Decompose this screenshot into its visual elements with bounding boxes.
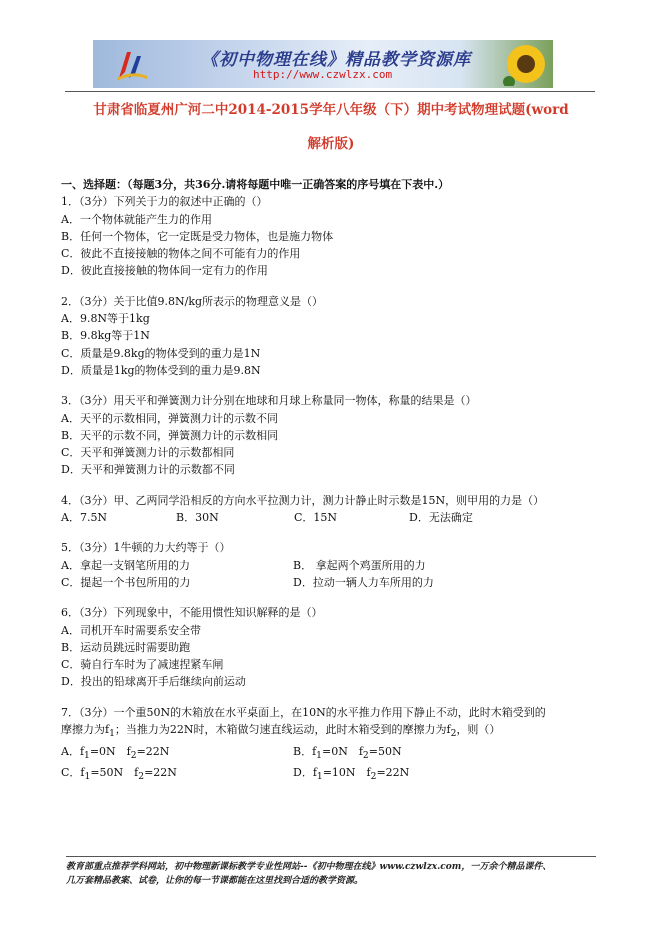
option-row [61,743,606,764]
page-footer [66,860,606,888]
section-heading: 一、选择题：（每题3分，共36分.请将每题中唯一正确答案的序号填在下表中.） [61,178,450,191]
option: D．$f_1=10N$ $f_2=22N$ [293,765,410,783]
footer-line-2: 几万套精品教案、试卷，让你的每一节课都能在这里找到合适的教学资源。 [66,876,364,886]
option-row [61,557,606,574]
header-divider [65,91,595,92]
option: A．9.8N等于1kg [61,312,150,326]
sunflower-icon [503,42,549,86]
option: B． 拿起两个鸡蛋所用的力 [293,558,426,572]
option: A．拿起一支钢笔所用的力 [61,558,190,572]
option: D．投出的铅球离开手后继续向前运动 [61,675,246,689]
option: D．质量是1kg的物体受到的重力是9.8N [61,363,261,377]
exam-content [61,176,606,798]
footer-divider [66,856,596,857]
option-row [61,509,606,526]
header-banner [93,40,553,88]
option: D．天平和弹簧测力计的示数都不同 [61,463,235,477]
option: C．天平和弹簧测力计的示数都相同 [61,446,235,460]
question-2 [61,293,606,379]
question-stem-continued: 摩擦力为$f_1$；当推力为22N时，木箱做匀速直线运动，此时木箱受到的摩擦力为$f_2$，则（） [61,723,501,740]
option: C．15N [294,511,338,525]
option: C．质量是9.8kg的物体受到的重力是1N [61,346,261,360]
page-title-line-1: 甘肃省临夏州广河二中2014-2015学年八年级（下）期中考试物理试题(word [93,102,569,118]
question-stem: 5．（3分）1牛顿的力大约等于（） [61,541,231,555]
question-stem: 3．（3分）用天平和弹簧测力计分别在地球和月球上称量同一物体，称量的结果是（） [61,394,477,408]
option: B．任何一个物体，它一定既是受力物体，也是施力物体 [61,229,334,243]
option: B．9.8kg等于1N [61,329,150,343]
option: A．一个物体就能产生力的作用 [61,212,212,226]
question-5 [61,539,606,591]
footer-line-1: 教育部重点推荐学科网站，初中物理新课标教学专业性网站--《初中物理在线》www.czwlzx.com，一万余个精品课件、 [66,862,552,872]
option-row [61,574,606,591]
question-3 [61,392,606,478]
question-stem: 1．（3分）下列关于力的叙述中正确的（） [61,195,268,209]
option: A．司机开车时需要系安全带 [61,623,201,637]
site-logo-icon [115,46,149,82]
question-stem: 4．（3分）甲、乙两同学沿相反的方向水平拉测力计，测力计静止时示数是15N，则甲用的力是（） [61,493,545,507]
question-6 [61,604,606,690]
option: C．彼此不直接接触的物体之间不可能有力的作用 [61,247,301,261]
option: B．$f_1=0N$ $f_2=50N$ [293,744,402,761]
option: C．骑自行车时为了减速捏紧车闸 [61,658,224,672]
question-7 [61,704,606,786]
option: A．天平的示数相同，弹簧测力计的示数不同 [61,411,278,425]
option: B．运动员跳远时需要助跑 [61,640,191,654]
option: C．提起一个书包所用的力 [61,575,191,589]
banner-title: 《初中物理在线》精品教学资源库 [201,50,471,70]
question-4 [61,492,606,527]
option: B．30N [176,511,219,525]
question-stem: 7．（3分）一个重50N的木箱放在水平桌面上，在10N的水平推力作用下静止不动，此时木箱受到的 [61,705,546,719]
page-title-line-2: 解析版) [307,136,355,152]
question-stem: 6．（3分）下列现象中，不能用惯性知识解释的是（） [61,606,323,620]
option: A．7.5N [61,511,108,525]
question-stem: 2．（3分）关于比值9.8N/kg所表示的物理意义是（） [61,294,324,308]
banner-url[interactable]: http://www.czwlzx.com [253,68,393,81]
question-1 [61,193,606,279]
option-row [61,764,606,785]
option: A．$f_1=0N$ $f_2=22N$ [61,744,170,761]
option: D．拉动一辆人力车所用的力 [293,575,434,589]
option: C．$f_1=50N$ $f_2=22N$ [61,765,177,783]
option: D．彼此直接接触的物体间一定有力的作用 [61,264,268,278]
option: D．无法确定 [409,511,473,525]
option: B．天平的示数不同，弹簧测力计的示数相同 [61,428,279,442]
